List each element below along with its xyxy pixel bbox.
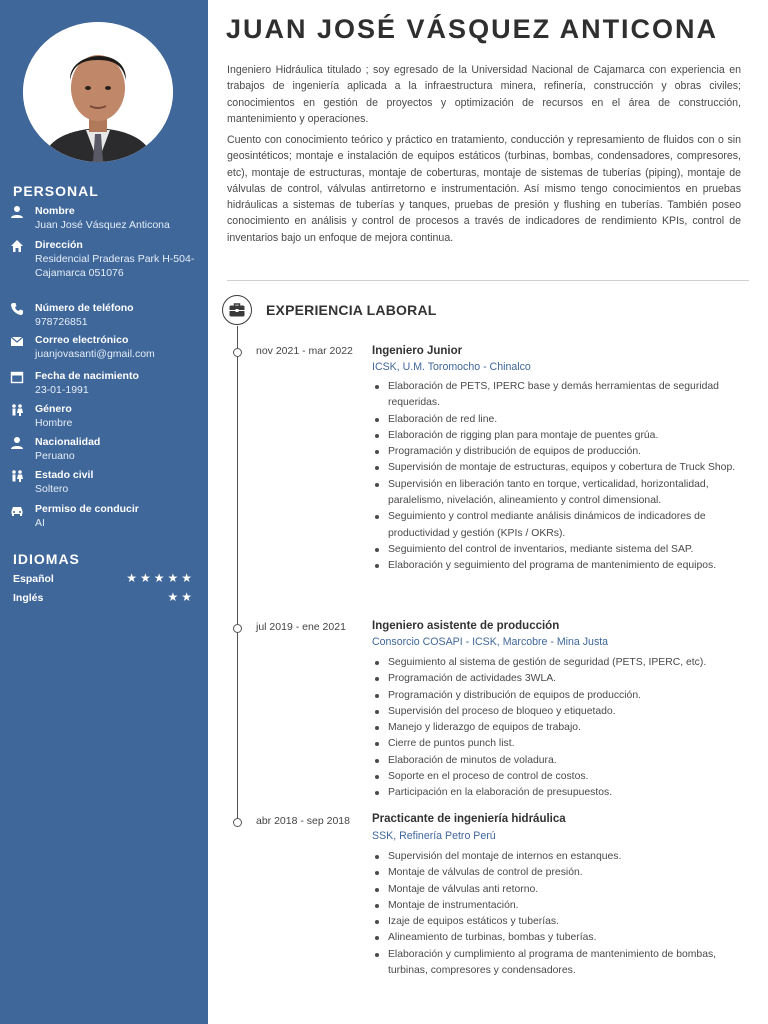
profile-photo-image bbox=[23, 22, 173, 162]
calendar-icon bbox=[10, 370, 24, 384]
personal-label: Nacionalidad bbox=[35, 436, 101, 448]
list-item: Elaboración de PETS, IPERC base y demás herramientas de seguridad requeridas. bbox=[372, 379, 740, 412]
list-item: Elaboración de red line. bbox=[372, 412, 740, 428]
summary-paragraph: Cuento con conocimiento teórico y práctico en tratamiento, conducción y represamiento de fluidos con o sin geosintéticos; montaje e instalación de equipos estáticos (turbinas, bombas, condensadores, compresores, etc), montaje de estructuras, montaje de coberturas, montaje de sistemas de tuberías (piping), montaje de válvulas de control, válvulas antirretorno e instrumentación. Así mismo tengo conocimientos en pruebas hidráulicas a sistemas de tuberías y tanques, pruebas de presión y flushing en tuberías. También poseo conocimiento en análisis y control de procesos a través de indicadores de rendimiento KPIs, control de inventarios bajo un enfoque de mejora continua. bbox=[227, 134, 741, 244]
list-item: Programación y distribución de equipos de producción. bbox=[372, 444, 740, 460]
list-item: Seguimiento al sistema de gestión de seguridad (PETS, IPERC, etc). bbox=[372, 655, 740, 671]
timeline-line bbox=[237, 326, 238, 824]
job-title: Ingeniero Junior bbox=[372, 345, 463, 357]
personal-value: Residencial Praderas Park H-504- Cajamarca 051076 bbox=[35, 253, 195, 279]
job-bullets bbox=[372, 379, 740, 575]
personal-value: AI bbox=[35, 517, 45, 529]
language-name: Español bbox=[13, 573, 54, 585]
language-item bbox=[13, 592, 195, 606]
personal-label: Nombre bbox=[35, 205, 75, 217]
list-item: Participación en la elaboración de presupuestos. bbox=[372, 785, 740, 801]
personal-label: Correo electrónico bbox=[35, 334, 129, 346]
timeline-dot bbox=[233, 624, 242, 633]
list-item: Programación y distribución de equipos de producción. bbox=[372, 688, 740, 704]
divider bbox=[227, 280, 749, 281]
list-item: Alineamiento de turbinas, bombas y tuberías. bbox=[372, 930, 740, 946]
list-item: Supervisión de montaje de estructuras, equipos y cobertura de Truck Shop. bbox=[372, 460, 740, 476]
job-date: nov 2021 - mar 2022 bbox=[256, 345, 353, 357]
list-item: Montaje de válvulas de control de presión. bbox=[372, 865, 740, 881]
personal-value: juanjovasanti@gmail.com bbox=[35, 348, 155, 360]
summary-paragraph: Ingeniero Hidráulica titulado ; soy egresado de la Universidad Nacional de Cajamarca con experiencia en trabajos de ingeniería aplicada a la infraestructura minera, refinería, construcción y obras civiles; conocimientos en gestión de proyectos y optimización de recursos en el área de construcción, mantenimiento y operaciones. bbox=[227, 64, 741, 125]
mail-icon bbox=[10, 334, 24, 348]
phone-icon bbox=[10, 302, 24, 316]
experience-heading: EXPERIENCIA LABORAL bbox=[266, 302, 437, 318]
list-item: Seguimiento del control de inventarios, mediante sistema del SAP. bbox=[372, 542, 740, 558]
personal-label: Fecha de nacimiento bbox=[35, 370, 139, 382]
list-item: Supervisión del montaje de internos en estanques. bbox=[372, 849, 740, 865]
personal-label: Permiso de conducir bbox=[35, 503, 139, 515]
language-name: Inglés bbox=[13, 592, 44, 604]
personal-value: Peruano bbox=[35, 450, 75, 462]
job-bullets bbox=[372, 849, 740, 979]
candidate-name: JUAN JOSÉ VÁSQUEZ ANTICONA bbox=[226, 14, 719, 44]
list-item: Elaboración y seguimiento del programa de mantenimiento de equipos. bbox=[372, 558, 740, 574]
language-stars: ★★★★★ bbox=[126, 571, 195, 585]
language-stars: ★★ bbox=[167, 590, 195, 604]
personal-value: 23-01-1991 bbox=[35, 384, 89, 396]
personal-label: Género bbox=[35, 403, 72, 415]
job-title: Ingeniero asistente de producción bbox=[372, 620, 560, 632]
list-item: Soporte en el proceso de control de costos. bbox=[372, 769, 740, 785]
profile-photo bbox=[23, 22, 173, 162]
list-item: Izaje de equipos estáticos y tuberías. bbox=[372, 914, 740, 930]
job-company: SSK, Refinería Petro Perú bbox=[372, 830, 496, 842]
car-icon bbox=[10, 503, 24, 517]
job-company: Consorcio COSAPI - ICSK, Marcobre - Mina Justa bbox=[372, 636, 609, 648]
person-icon bbox=[10, 436, 24, 450]
list-item: Elaboración de rigging plan para montaje de puentes grúa. bbox=[372, 428, 740, 444]
job-bullets bbox=[372, 655, 740, 802]
list-item: Supervisión en liberación tanto en torque, verticalidad, horizontalidad, paralelismo, nivelación, alineamiento y control dimensional. bbox=[372, 477, 740, 510]
person-icon bbox=[10, 205, 24, 219]
experience-icon-circle bbox=[222, 295, 252, 325]
personal-value: Hombre bbox=[35, 417, 73, 429]
list-item: Elaboración de minutos de voladura. bbox=[372, 753, 740, 769]
personal-heading: PERSONAL bbox=[13, 183, 99, 199]
home-icon bbox=[10, 239, 24, 253]
personal-label: Estado civil bbox=[35, 469, 94, 481]
language-item bbox=[13, 573, 195, 587]
job-title: Practicante de ingeniería hidráulica bbox=[372, 813, 566, 825]
list-item: Programación de actividades 3WLA. bbox=[372, 671, 740, 687]
list-item: Seguimiento y control mediante análisis dinámicos de indicadores de productividad y gestión (KPIs / OKRs). bbox=[372, 509, 740, 542]
personal-value: Soltero bbox=[35, 483, 69, 495]
personal-value: 978726851 bbox=[35, 316, 88, 328]
list-item: Cierre de puntos punch list. bbox=[372, 736, 740, 752]
personal-label: Número de teléfono bbox=[35, 302, 134, 314]
job-date: abr 2018 - sep 2018 bbox=[256, 815, 350, 827]
list-item: Montaje de válvulas anti retorno. bbox=[372, 882, 740, 898]
personal-value: Juan José Vásquez Anticona bbox=[35, 219, 170, 231]
languages-heading: IDIOMAS bbox=[13, 551, 80, 567]
job-date: jul 2019 - ene 2021 bbox=[256, 621, 346, 633]
list-item: Montaje de instrumentación. bbox=[372, 898, 740, 914]
timeline-dot bbox=[233, 348, 242, 357]
personal-label: Dirección bbox=[35, 239, 83, 251]
job-company: ICSK, U.M. Toromocho - Chinalco bbox=[372, 361, 531, 373]
briefcase-icon bbox=[229, 303, 245, 317]
sidebar bbox=[0, 0, 208, 1024]
list-item: Elaboración y cumplimiento al programa de mantenimiento de bombas, turbinas, compresores y condensadores. bbox=[372, 947, 740, 980]
couple-icon bbox=[10, 469, 24, 483]
list-item: Supervisión del proceso de bloqueo y etiquetado. bbox=[372, 704, 740, 720]
list-item: Manejo y liderazgo de equipos de trabajo. bbox=[372, 720, 740, 736]
gender-icon bbox=[10, 403, 24, 417]
timeline-dot bbox=[233, 818, 242, 827]
